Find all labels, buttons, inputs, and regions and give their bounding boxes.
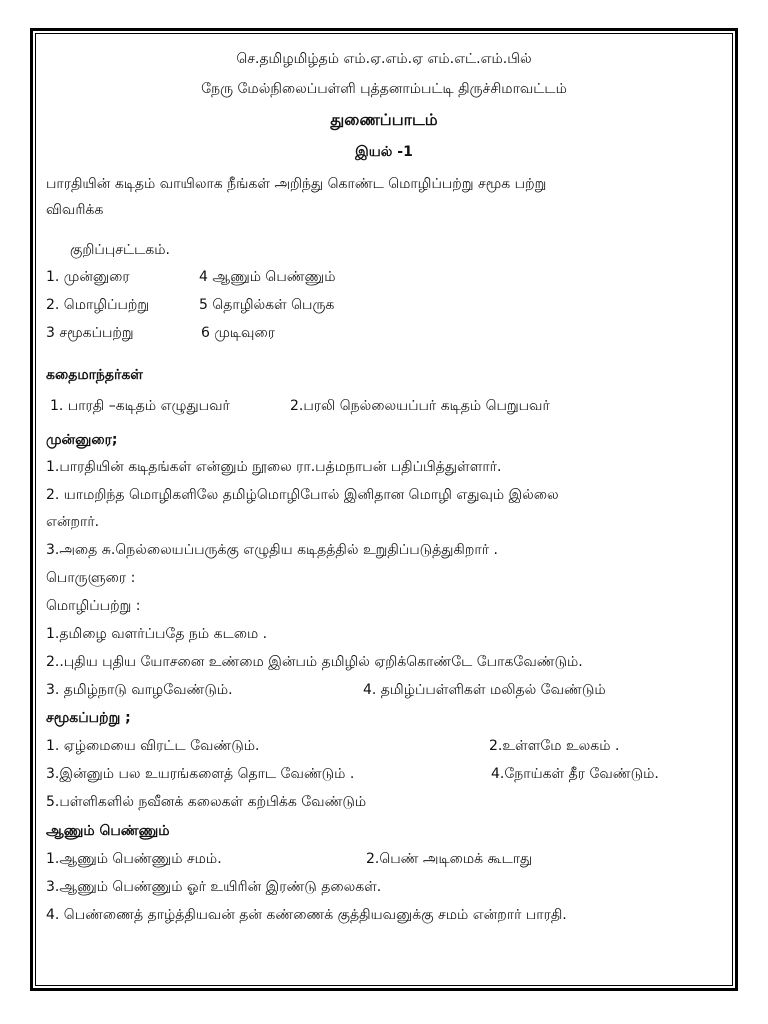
intro-heading: முன்னுரை;: [46, 432, 118, 448]
characters-heading: கதைமாந்தர்கள்: [46, 367, 143, 383]
intro-point-cont: என்றார்.: [46, 514, 100, 530]
social-point: 2.உள்ளமே உலகம் .: [489, 738, 620, 754]
outline-item: 3 சமூகப்பற்று: [46, 325, 134, 341]
outline-item: 4 ஆணும் பெண்ணும்: [199, 269, 336, 285]
language-point: 2..புதிய புதிய யோசனை உண்மை இன்பம் தமிழில் ஏறிக்கொண்டே போகவேண்டும்.: [46, 654, 583, 670]
outline-item: 6 முடிவுரை: [201, 325, 275, 341]
social-heading: சமூகப்பற்று ;: [46, 710, 131, 726]
language-point: 3. தமிழ்நாடு வாழவேண்டும்.: [46, 682, 233, 698]
school-line: நேரு மேல்நிலைப்பள்ளி புத்தனாம்பட்டி திருச்சிமாவட்டம்: [201, 81, 567, 97]
language-heading: மொழிப்பற்று :: [46, 598, 141, 614]
outline-item: 5 தொழில்கள் பெருக: [199, 297, 335, 313]
social-point: 3.இன்னும் பல உயரங்களைத் தொட வேண்டும் .: [46, 766, 355, 782]
gender-point: 4. பெண்ணைத் தாழ்த்தியவன் தன் கண்ணைக் குத்தியவனுக்கு சமம் என்றார் பாரதி.: [46, 907, 567, 923]
social-point: 4.நோய்கள் தீர வேண்டும்.: [491, 766, 659, 782]
gender-point: 2.பெண் அடிமைக் கூடாது: [366, 851, 533, 867]
character-1: 1. பாரதி –கடிதம் எழுதுபவர்: [50, 398, 230, 414]
character-2: 2.பரலி நெல்லையப்பர் கடிதம் பெறுபவர்: [290, 398, 550, 414]
outline-heading: குறிப்புசட்டகம்.: [70, 242, 170, 258]
question-line-2: விவரிக்க: [46, 202, 104, 218]
question-line-1: பாரதியின் கடிதம் வாயிலாக நீங்கள் அறிந்து கொண்ட மொழிப்பற்று சமூக பற்று: [46, 176, 547, 192]
intro-point: 2. யாமறிந்த மொழிகளிலே தமிழ்மொழிபோல் இனிதான மொழி எதுவும் இல்லை: [46, 487, 559, 503]
social-point: 5.பள்ளிகளில் நவீனக் கலைகள் கற்பிக்க வேண்டும்: [46, 794, 367, 810]
gender-point: 3.ஆணும் பெண்ணும் ஓர் உயிரின் இரண்டு தலைகள்.: [46, 879, 382, 895]
intro-point: 1.பாரதியின் கடிதங்கள் என்னும் நூலை ரா.பத்மநாபன் பதிப்பித்துள்ளார்.: [46, 459, 502, 475]
gender-point: 1.ஆணும் பெண்ணும் சமம்.: [46, 851, 222, 867]
body-heading: பொருளுரை :: [46, 570, 136, 586]
language-point: 4. தமிழ்ப்பள்ளிகள் மலிதல் வேண்டும்: [363, 682, 606, 698]
social-point: 1. ஏழ்மையை விரட்ட வேண்டும்.: [46, 738, 260, 754]
subject-title: துணைப்பாடம்: [330, 110, 438, 129]
outline-item: 1. முன்னுரை: [46, 269, 130, 285]
intro-point: 3.அதை சு.நெல்லையப்பருக்கு எழுதிய கடிதத்தில் உறுதிப்படுத்துகிறார் .: [46, 542, 498, 558]
language-point: 1.தமிழை வளர்ப்பதே நம் கடமை .: [46, 626, 268, 642]
unit-title: இயல் -1: [355, 144, 413, 160]
outline-item: 2. மொழிப்பற்று: [46, 297, 150, 313]
author-line: செ.தமிழமிழ்தம் எம்.ஏ.எம்.ஏ எம்.எட்.எம்.பில்: [236, 51, 532, 67]
gender-heading: ஆணும் பெண்ணும்: [46, 823, 170, 839]
